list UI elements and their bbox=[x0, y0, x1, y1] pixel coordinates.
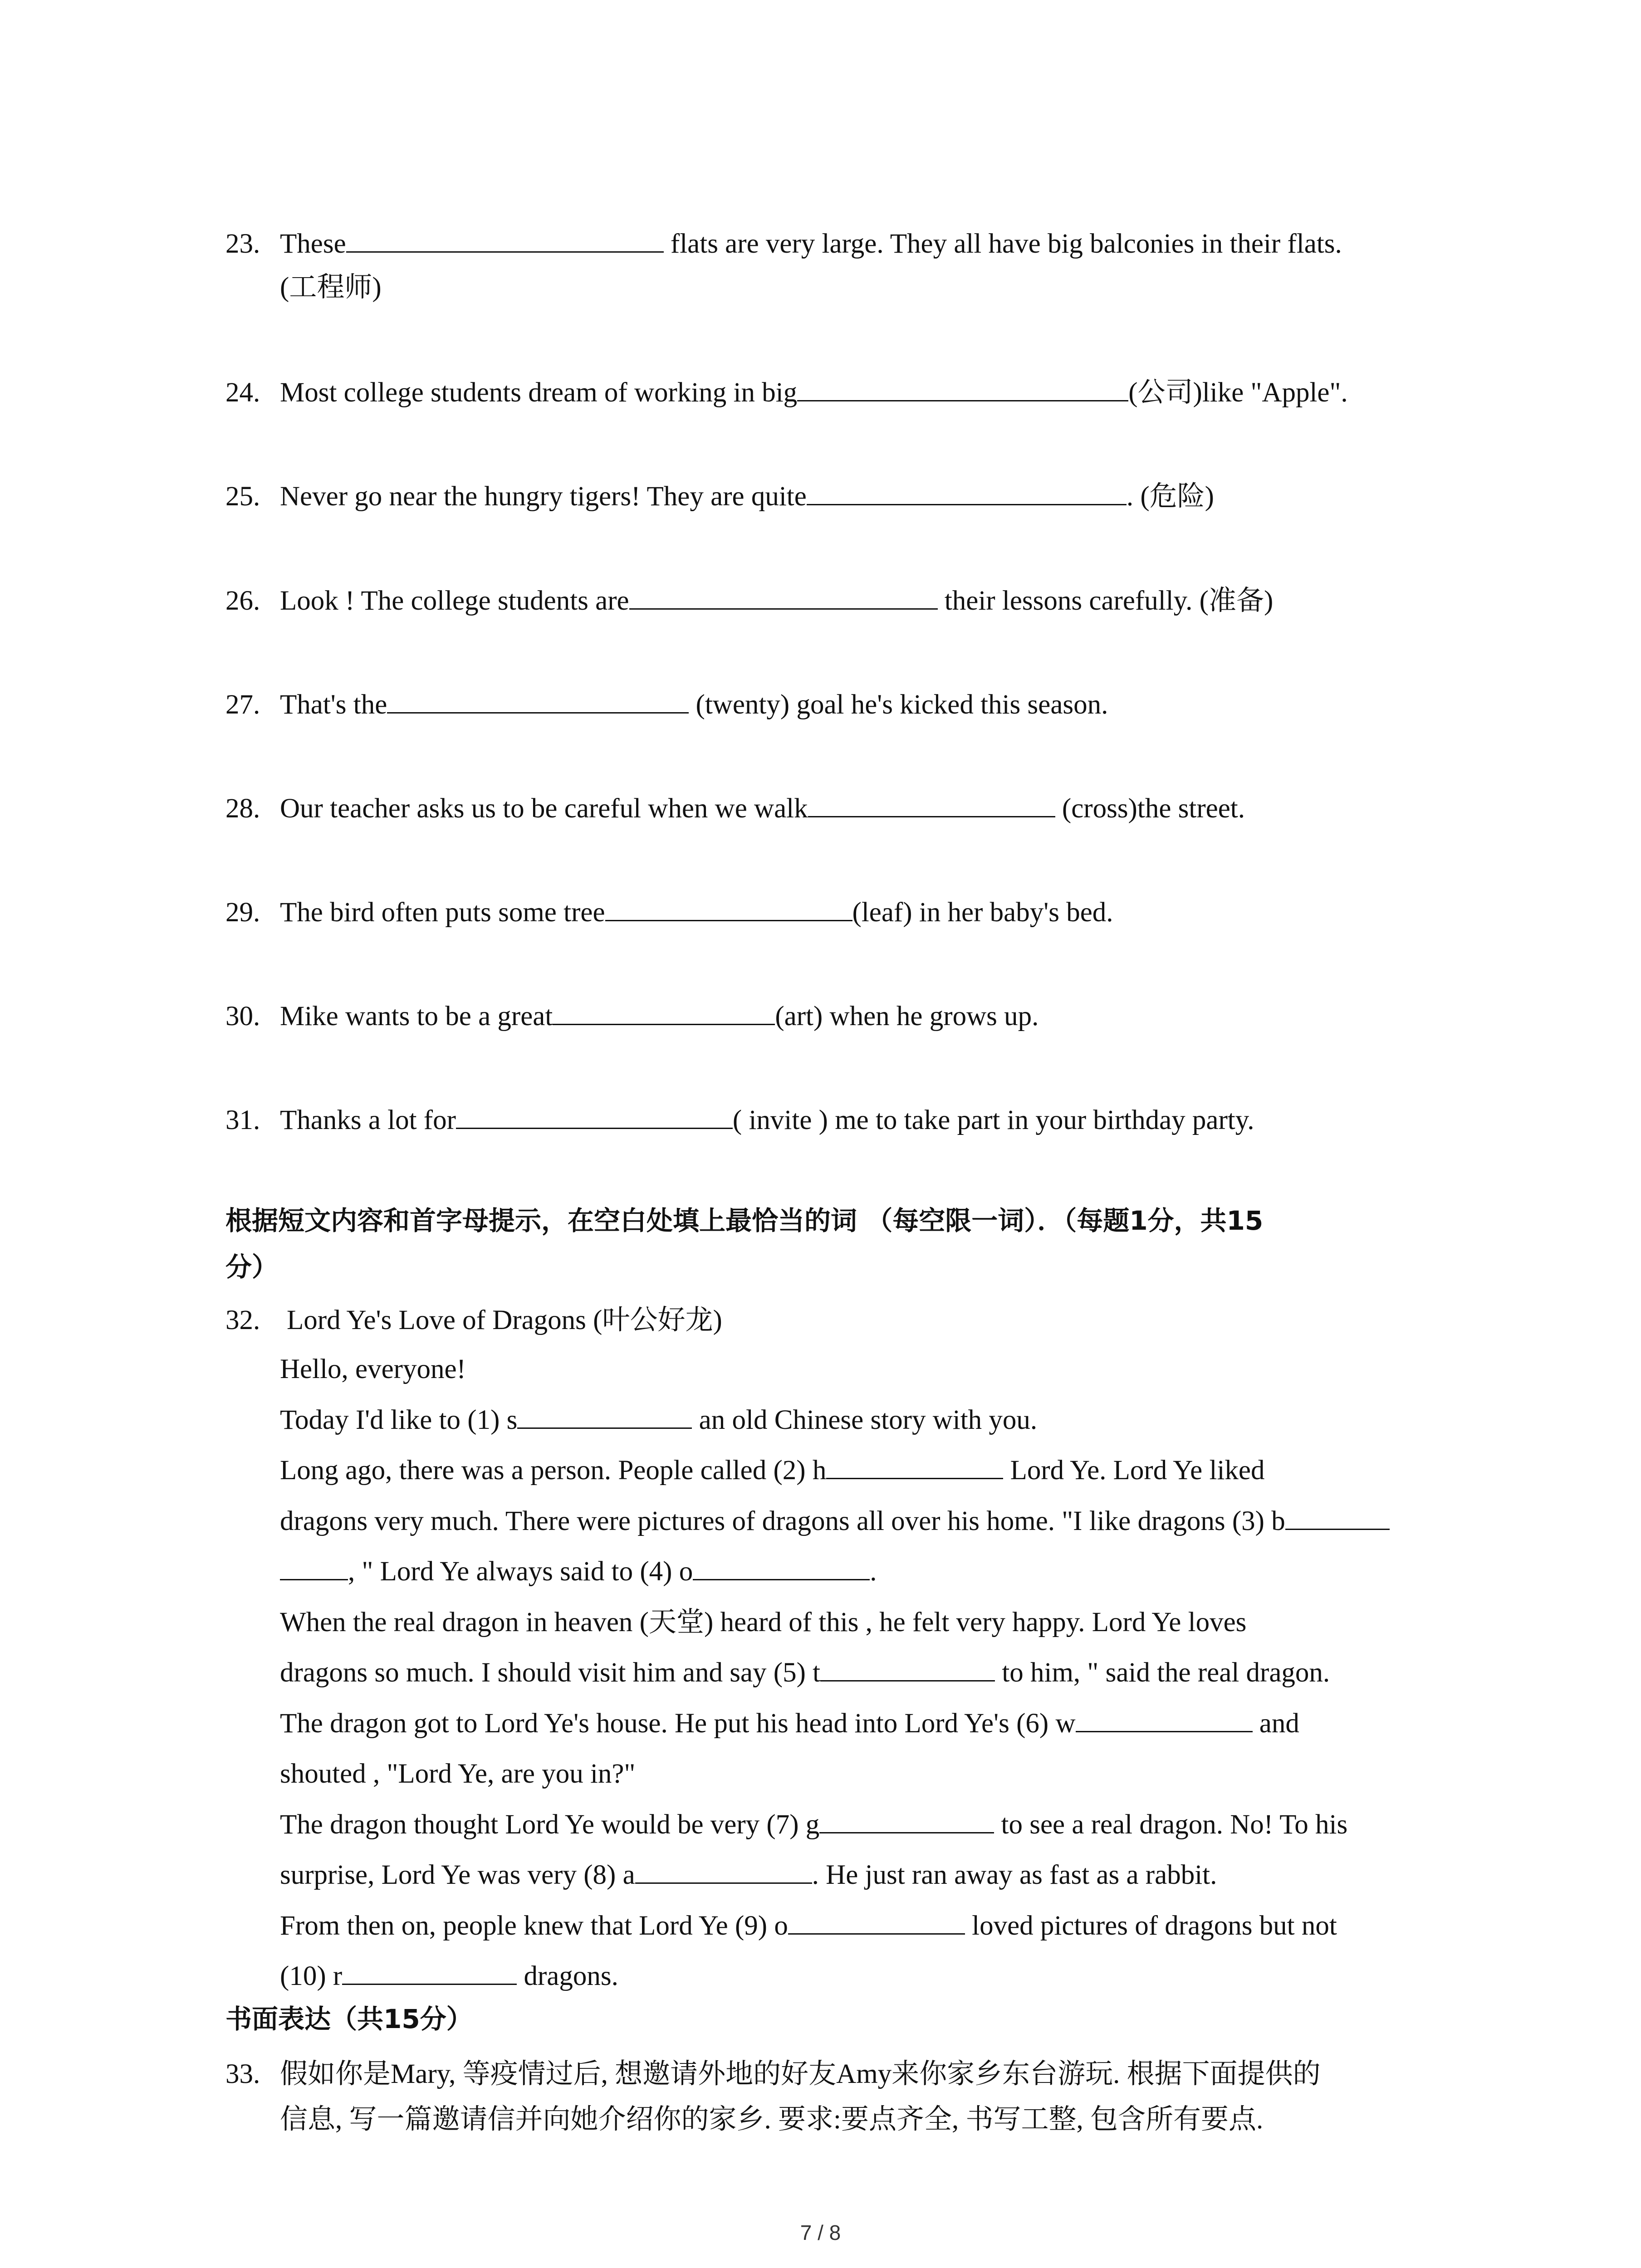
answer-blank[interactable] bbox=[808, 791, 1055, 817]
story-line: Hello, everyone! bbox=[280, 1354, 466, 1384]
question-text-pre: The bird often puts some tree bbox=[280, 897, 605, 928]
story-body bbox=[280, 1344, 1559, 2002]
question-number: 32. bbox=[225, 1305, 260, 1335]
story-line: Today I'd like to (1) s an old Chinese story with you. bbox=[280, 1395, 1559, 1446]
story-line: dragons so much. I should visit him and say (5) t to him, " said the real dragon. bbox=[280, 1647, 1559, 1698]
question-text-pre: Thanks a lot for bbox=[280, 1105, 456, 1135]
section-heading-cloze bbox=[225, 1198, 1473, 1290]
story-line: The dragon got to Lord Ye's house. He put his head into Lord Ye's (6) w and bbox=[280, 1698, 1559, 1749]
question-text-pre: Our teacher asks us to be careful when we walk bbox=[280, 793, 808, 824]
answer-blank[interactable] bbox=[605, 894, 852, 921]
story-line: Long ago, there was a person. People called (2) h Lord Ye. Lord Ye liked bbox=[280, 1445, 1559, 1496]
story-line: (10) r dragons. bbox=[280, 1951, 1559, 2002]
question-30 bbox=[225, 995, 1519, 1038]
question-23 bbox=[225, 222, 1519, 309]
story-line: , " Lord Ye always said to (4) o . bbox=[280, 1546, 1559, 1597]
story-line: The dragon thought Lord Ye would be very (7) g to see a real dragon. No! To his bbox=[280, 1799, 1559, 1850]
answer-blank[interactable] bbox=[456, 1102, 733, 1129]
question-28 bbox=[225, 787, 1519, 831]
answer-blank-4[interactable] bbox=[693, 1554, 870, 1580]
question-27 bbox=[225, 683, 1519, 727]
story-line: shouted , "Lord Ye, are you in?" bbox=[280, 1759, 636, 1789]
section-heading-writing: 书面表达（共15分） bbox=[225, 2004, 473, 2034]
question-29 bbox=[225, 891, 1519, 934]
question-number: 25. bbox=[225, 481, 260, 512]
question-32-title-row bbox=[225, 1299, 1519, 1342]
answer-blank-3[interactable] bbox=[1285, 1503, 1390, 1530]
question-text-pre: Look ! The college students are bbox=[280, 586, 629, 616]
question-text-pre: That's the bbox=[280, 689, 387, 720]
answer-blank[interactable] bbox=[346, 226, 664, 253]
answer-blank[interactable] bbox=[807, 479, 1127, 505]
question-number: 23. bbox=[225, 229, 260, 259]
question-24 bbox=[225, 371, 1519, 415]
answer-blank-2[interactable] bbox=[826, 1452, 1003, 1479]
question-25 bbox=[225, 475, 1519, 518]
answer-blank[interactable] bbox=[797, 375, 1128, 401]
answer-blank[interactable] bbox=[387, 687, 689, 714]
question-text-pre: Most college students dream of working in big bbox=[280, 377, 798, 408]
answer-blank-3-cont[interactable] bbox=[280, 1554, 348, 1580]
story-line: dragons very much. There were pictures of dragons all over his home. "I like dragons (3) b bbox=[280, 1496, 1559, 1547]
question-31 bbox=[225, 1099, 1519, 1142]
answer-blank-8[interactable] bbox=[635, 1857, 812, 1884]
question-number: 24. bbox=[225, 377, 260, 408]
story-line: When the real dragon in heaven (天堂) heard of this , he felt very happy. Lord Ye loves bbox=[280, 1607, 1247, 1637]
question-hint: (工程师) bbox=[280, 272, 382, 303]
question-text-post: (twenty) goal he's kicked this season. bbox=[689, 689, 1108, 720]
question-text-post: their lessons carefully. (准备) bbox=[937, 586, 1274, 616]
story-title: Lord Ye's Love of Dragons (叶公好龙) bbox=[287, 1305, 722, 1335]
answer-blank-6[interactable] bbox=[1076, 1706, 1253, 1732]
story-line: surprise, Lord Ye was very (8) a . He just ran away as fast as a rabbit. bbox=[280, 1850, 1559, 1901]
question-number: 26. bbox=[225, 586, 260, 616]
question-text-post: (art) when he grows up. bbox=[775, 1001, 1039, 1031]
page-number: 7 / 8 bbox=[800, 2221, 841, 2244]
question-text-pre: Never go near the hungry tigers! They are quite bbox=[280, 481, 807, 512]
question-number: 29. bbox=[225, 897, 260, 928]
answer-blank-9[interactable] bbox=[788, 1908, 965, 1935]
question-text-post: ( invite ) me to take part in your birthday party. bbox=[732, 1105, 1254, 1135]
answer-blank[interactable] bbox=[553, 998, 775, 1025]
question-text-post: . (危险) bbox=[1126, 481, 1214, 512]
answer-blank-7[interactable] bbox=[819, 1807, 994, 1833]
section-heading-line: 根据短文内容和首字母提示，在空白处填上最恰当的词 （每空限一词）．（每题1分，共15 bbox=[225, 1205, 1264, 1236]
answer-blank[interactable] bbox=[629, 583, 938, 610]
question-number: 33. bbox=[225, 2059, 260, 2089]
question-text-post: (cross)the street. bbox=[1055, 793, 1245, 824]
section-heading-line: 分） bbox=[225, 1251, 279, 1282]
story-line: From then on, people knew that Lord Ye (9) o loved pictures of dragons but not bbox=[280, 1901, 1559, 1951]
question-text-pre: These bbox=[280, 229, 346, 259]
answer-blank-1[interactable] bbox=[517, 1402, 692, 1429]
writing-prompt-line: 信息, 写一篇邀请信并向她介绍你的家乡. 要求:要点齐全, 书写工整, 包含所有要点. bbox=[280, 2104, 1264, 2135]
question-number: 30. bbox=[225, 1001, 260, 1031]
question-number: 27. bbox=[225, 689, 260, 720]
question-number: 28. bbox=[225, 793, 260, 824]
question-number: 31. bbox=[225, 1105, 260, 1135]
question-26 bbox=[225, 579, 1519, 623]
question-text-post: flats are very large. They all have big balconies in their flats. bbox=[663, 229, 1342, 259]
question-text-pre: Mike wants to be a great bbox=[280, 1001, 553, 1031]
answer-blank-10[interactable] bbox=[342, 1958, 517, 1985]
writing-prompt-line: 假如你是Mary, 等疫情过后, 想邀请外地的好友Amy来你家乡东台游玩. 根据下面提供的 bbox=[280, 2059, 1321, 2089]
question-33 bbox=[225, 2052, 1519, 2142]
answer-blank-5[interactable] bbox=[820, 1655, 995, 1681]
question-text-post: (leaf) in her baby's bed. bbox=[852, 897, 1113, 928]
question-text-post: (公司)like "Apple". bbox=[1128, 377, 1348, 408]
